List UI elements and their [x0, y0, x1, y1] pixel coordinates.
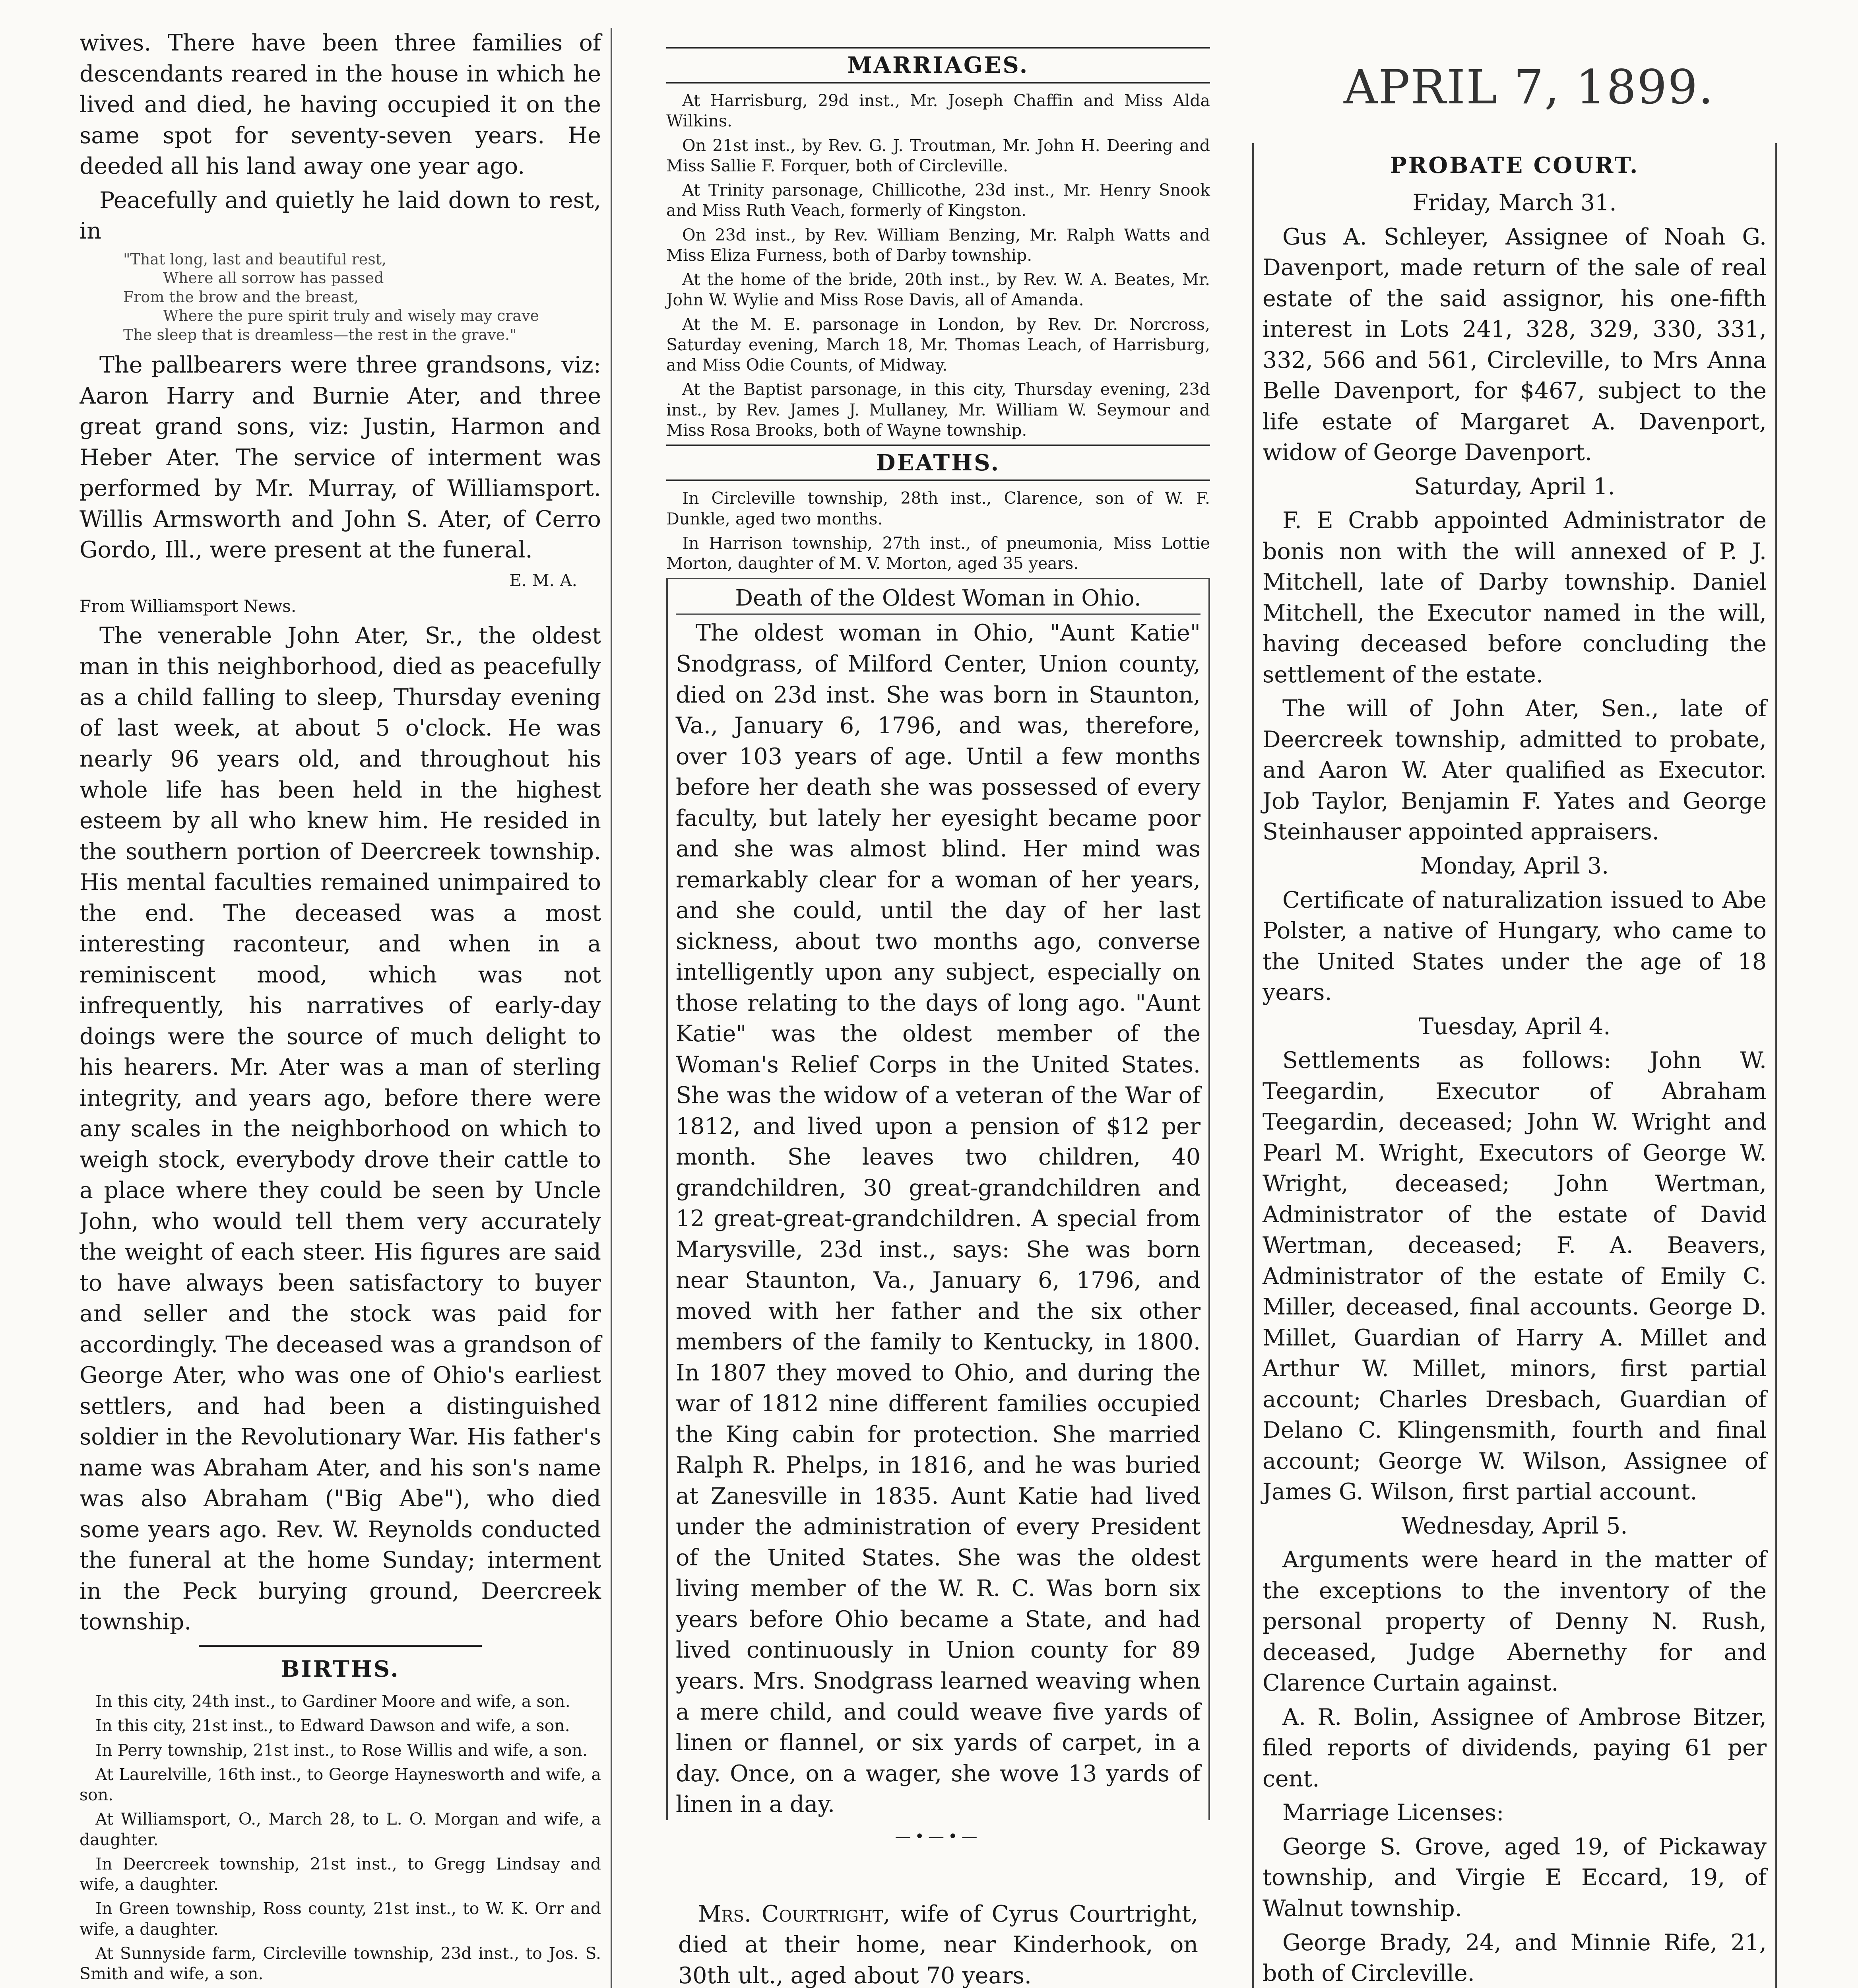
poem	[123, 250, 601, 345]
article-title: Death of the Oldest Woman in Ohio.	[676, 583, 1201, 615]
probate-heading: PROBATE COURT.	[1390, 152, 1639, 179]
list-item: George Brady, 24, and Minnie Rife, 21, both of Circleville.	[1263, 1929, 1767, 1987]
day-heading: Saturday, April 1.	[1414, 473, 1615, 500]
list-item: In Harrison township, 27th inst., of pneumonia, Miss Lottie Morton, daughter of M. V. Morton, aged 35 years.	[666, 533, 1210, 573]
paragraph: A. R. Bolin, Assignee of Ambrose Bitzer, filed reports of dividends, paying 61 per cent.	[1263, 1704, 1767, 1792]
paragraph	[678, 1899, 1198, 1988]
marriages-list	[666, 91, 1210, 441]
deaths-heading: DEATHS.	[666, 445, 1210, 481]
paragraph: Settlements as follows: John W. Teegardin, Executor of Abraham Teegardin, deceased; John W. Wright and Pearl M. Wright, Executors of George W. Wright, deceased; John Wertman, Administrator of the estate of David Wertman, deceased; F. A. Beavers, Administrator of the estate of Emily C. Miller, deceased, final accounts. George D. Millet, Guardian of Harry A. Millet and Arthur W. Millet, minors, first partial account; Charles Dresbach, Guardian of Delano C. Klingensmith, fourth and final account; George W. Wilson, Assignee of James G. Wilson, first partial account.	[1263, 1047, 1767, 1505]
births-heading: BIRTHS.	[281, 1656, 400, 1682]
list-item: On 23d inst., by Rev. William Benzing, Mr. Ralph Watts and Miss Eliza Furness, both of Darby township.	[666, 225, 1210, 265]
source-line: From Williamsport News.	[80, 596, 297, 616]
list-item: At Trinity parsonage, Chillicothe, 23d inst., Mr. Henry Snook and Miss Ruth Veach, formerly of Kingston.	[666, 181, 1210, 220]
list-item: In Green township, Ross county, 21st inst., to W. K. Orr and wife, a daughter.	[80, 1899, 601, 1939]
name-smallcaps: Mrs. Courtright,	[698, 1901, 890, 1927]
article-body: The oldest woman in Ohio, "Aunt Katie" Snodgrass, of Milford Center, Union county, died on 23d inst. She was born in Staunton, Va., January 6, 1796, and was, therefore, over 103 years of age. Until a few months before her death she was possessed of every faculty, but lately her eyesight became poor and she was almost blind. Her mind was remarkably clear for a woman of her years, and she could, until the day of her last sickness, about two months ago, converse intelligently upon any subject, especially on those relating to the days of long ago. "Aunt Katie" was the oldest member of the Woman's Relief Corps in the United States. She was the widow of a veteran of the War of 1812, and lived upon a pension of $12 per month. She leaves two children, 40 grandchildren, 30 great-grandchildren and 12 great-great-grandchildren. A special from Marysville, 23d inst., says: She was born near Staunton, Va., January 6, 1796, and moved with her father and the six other members of the family to Kentucky, in 1800. In 1807 they moved to Ohio, and during the war of 1812 nine different families occupied the King cabin for protection. She married Ralph R. Phelps, in 1816, and he was buried at Zanesville in 1835. Aunt Katie had lived under the administration of every President of the United States. She was the oldest living member of the W. R. C. Was born six years before Ohio became a State, and had lived continuously in Union county for 89 years. Mrs. Snodgrass learned weaving when a mere child, and could weave five yards of linen or flannel, or six yards of carpet, in a day. Once, on a wager, she wove 13 yards of linen in a day.	[676, 620, 1201, 1818]
poem-line: "That long, last and beautiful rest,	[123, 250, 387, 268]
list-item: George S. Grove, aged 19, of Pickaway township, and Virgie E Eccard, 19, of Walnut township.	[1263, 1833, 1767, 1922]
list-item: In Circleville township, 28th inst., Clarence, son of W. F. Dunkle, aged two months.	[666, 489, 1210, 528]
list-item: At the M. E. parsonage in London, by Rev. Dr. Norcross, Saturday evening, March 18, Mr. Thomas Leach, of Harrisburg, and Miss Odie Counts, of Midway.	[666, 315, 1210, 375]
poem-line: Where all sorrow has passed	[163, 269, 384, 287]
list-item: In this city, 24th inst., to Gardiner Moore and wife, a son.	[95, 1692, 570, 1711]
day-heading: Monday, April 3.	[1420, 852, 1609, 879]
paragraph: The venerable John Ater, Sr., the oldest man in this neighborhood, died as peacefully as a child falling to sleep, Thursday evening of last week, at about 5 o'clock. He was nearly 96 years old, and throughout his whole life has been held in the highest esteem by all who knew him. He resided in the southern portion of Deercreek township. His mental faculties remained unimpaired to the end. The deceased was a most interesting raconteur, and when in a reminiscent mood, which was not infrequently, his narratives of early-day doings were the source of much delight to his hearers. Mr. Ater was a man of sterling integrity, and years ago, before there were any scales in the neighborhood on which to weigh stock, everybody drove their cattle to a place where they could be seen by Uncle John, who would tell them very accurately the weight of each steer. His figures are said to have always been satisfactory to buyer and seller and the stock was paid for accordingly. The deceased was a grandson of George Ater, who was one of Ohio's earliest settlers, and had been a distinguished soldier in the Revolutionary War. His father's name was Abraham Ater, and his son's name was also Abraham ("Big Abe"), who died some years ago. Rev. W. Reynolds conducted the funeral at the home Sunday; interment in the Peck burying ground, Deercreek township.	[80, 622, 601, 1635]
list-item: In Deercreek township, 21st inst., to Gregg Lindsay and wife, a daughter.	[80, 1854, 601, 1894]
column-middle	[660, 44, 1216, 1988]
paragraph: Arguments were heard in the matter of the exceptions to the inventory of the personal property of Denny N. Rush, deceased, Judge Abernethy for and Clarence Curtain against.	[1263, 1547, 1767, 1697]
marriages-heading: MARRIAGES.	[666, 47, 1210, 83]
list-item: At the home of the bride, 20th inst., by Rev. W. A. Beates, Mr. John W. Wylie and Miss Rose Davis, all of Amanda.	[666, 270, 1210, 310]
paragraph: F. E Crabb appointed Administrator de bonis non with the will annexed of P. J. Mitchell, late of Darby township. Daniel Mitchell, the Executor named in the will, having deceased before concluding the settlement of the estate.	[1263, 507, 1767, 688]
paragraph: Certificate of naturalization issued to Abe Polster, a native of Hungary, who came to the United States under the age of 18 years.	[1263, 887, 1767, 1006]
paragraph: Gus A. Schleyer, Assignee of Noah G. Davenport, made return of the sale of real estate of the said assignor, his one-fifth interest in Lots 241, 328, 329, 330, 331, 332, 566 and 561, Circleville, to Mrs Anna Belle Davenport, for $467, subject to the life estate of Margaret A. Davenport, widow of George Davenport.	[1263, 223, 1767, 466]
date-stamp: APRIL 7, 1899.	[1344, 60, 1714, 115]
day-heading: Tuesday, April 4.	[1418, 1013, 1611, 1040]
column-right	[1252, 143, 1777, 1988]
list-item: At Laurelville, 16th inst., to George Haynesworth and wife, a son.	[80, 1765, 601, 1805]
list-item: In this city, 21st inst., to Edward Dawson and wife, a son.	[95, 1716, 570, 1736]
list-item: On 21st inst., by Rev. G. J. Troutman, Mr. John H. Deering and Miss Sallie F. Forquer, both of Circleville.	[666, 136, 1210, 175]
list-item: At Williamsport, O., March 28, to L. O. Morgan and wife, a daughter.	[80, 1809, 601, 1849]
list-item: At the Baptist parsonage, in this city, Thursday evening, 23d inst., by Rev. James J. Mullaney, Mr. William W. Seymour and Miss Rosa Brooks, both of Wayne township.	[666, 380, 1210, 440]
notice-text: wife of Cyrus Courtright, died at their home, near Kinderhook, on 30th ult., aged about 70 years.	[678, 1901, 1198, 1988]
list-item: In Perry township, 21st inst., to Rose Willis and wife, a son.	[95, 1740, 588, 1760]
list-item: At Sunnyside farm, Circleville township, 23d inst., to Jos. S. Smith and wife, a son.	[80, 1943, 601, 1984]
paragraph: wives. There have been three families of descendants reared in the house in which he lived and died, he having occupied it on the same spot for seventy-seven years. He deeded all his land away one year ago.	[80, 30, 601, 180]
poem-line: The sleep that is dreamless—the rest in the grave."	[123, 326, 517, 344]
licenses-heading: Marriage Licenses:	[1282, 1800, 1504, 1826]
poem-line: Where the pure spirit truly and wisely may crave	[163, 307, 539, 325]
oldest-woman-article	[666, 578, 1210, 1820]
paragraph: The pallbearers were three grandsons, viz: Aaron Harry and Burnie Ater, and three great grand sons, viz: Justin, Harmon and Heber Ater. The service of interment was performed by Mr. Murray, of Williamsport. Willis Armsworth and John S. Ater, of Cerro Gordo, Ill., were present at the funeral.	[80, 352, 601, 563]
divider	[199, 1645, 482, 1647]
paragraph: Peacefully and quietly he laid down to rest, in	[80, 187, 601, 245]
poem-line: From the brow and the breast,	[123, 288, 359, 306]
day-heading: Friday, March 31.	[1412, 190, 1617, 216]
signoff: E. M. A.	[509, 570, 577, 590]
paragraph: The will of John Ater, Sen., late of Deercreek township, admitted to probate, and Aaron W. Ater qualified as Executor. Job Taylor, Benjamin F. Yates and George Steinhauser appointed appraisers.	[1263, 695, 1767, 845]
column-left	[80, 28, 612, 1988]
day-heading: Wednesday, April 5.	[1401, 1512, 1628, 1539]
courtright-notice	[666, 1899, 1210, 1988]
list-item: At Harrisburg, 29d inst., Mr. Joseph Chaffin and Miss Alda Wilkins.	[666, 91, 1210, 131]
deaths-list	[666, 488, 1210, 574]
ornamental-divider: —•—•—	[895, 1827, 981, 1846]
births-list	[80, 1691, 601, 1984]
